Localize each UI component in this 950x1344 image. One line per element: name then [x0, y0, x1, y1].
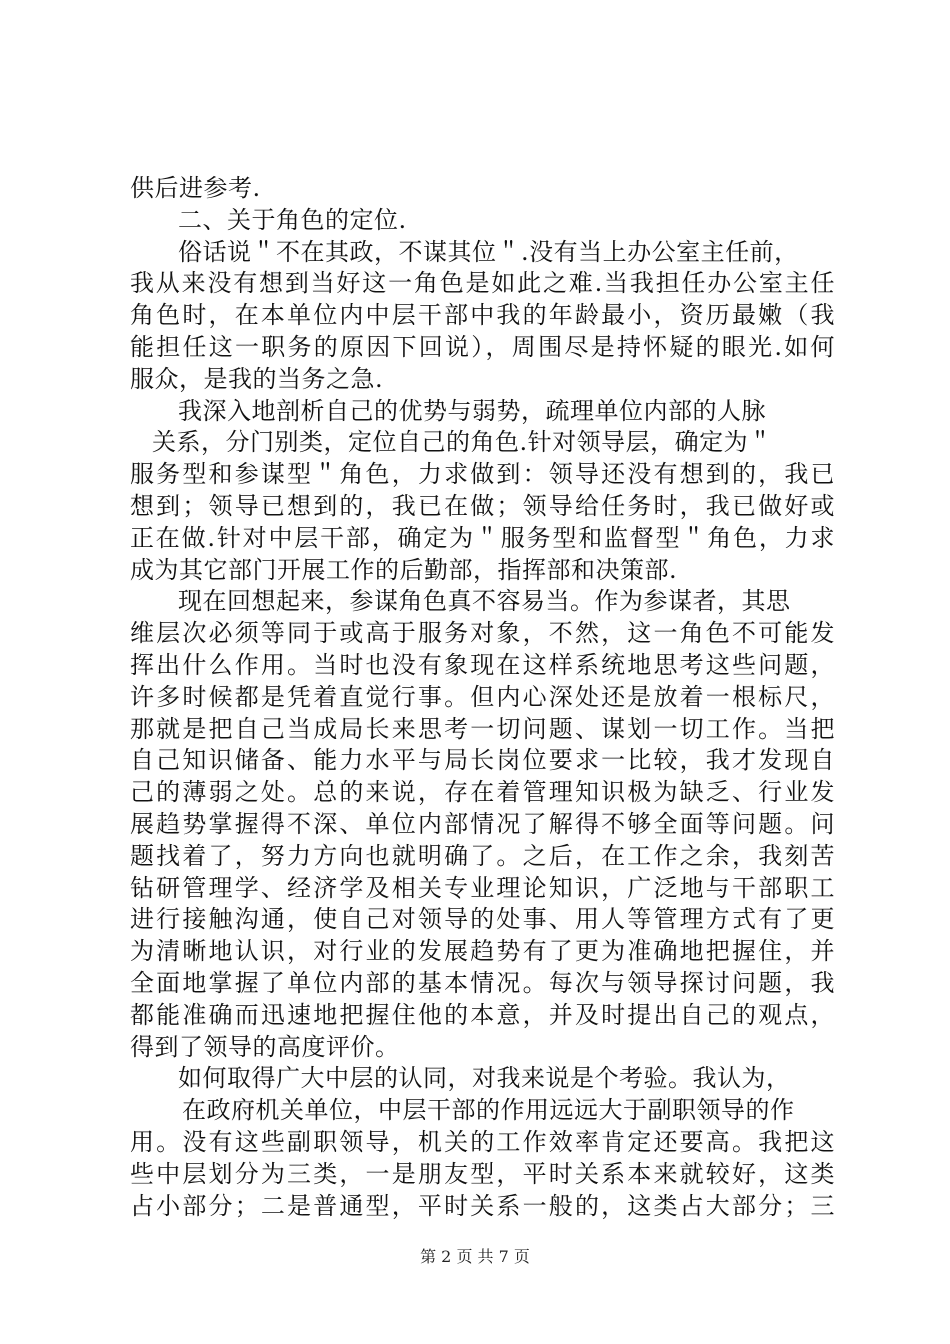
text-line: 想到；领导已想到的，我已在做；领导给任务时，我已做好或 — [130, 491, 835, 520]
text-line: 能担任这一职务的原因下回说），周围尽是持怀疑的眼光.如何 — [130, 332, 835, 361]
text-line: 如何取得广大中层的认同，对我来说是个考验。我认为， — [178, 1064, 791, 1093]
text-line: 我从来没有想到当好这一角色是如此之难.当我担任办公室主任 — [130, 269, 835, 298]
page-number-footer: 第 2 页 共 7 页 — [420, 1247, 530, 1266]
text-line: 钻研管理学、经济学及相关专业理论知识，广泛地与干部职工 — [130, 873, 835, 902]
text-line: 成为其它部门开展工作的后勤部，指挥部和决策部. — [130, 555, 678, 584]
text-line: 维层次必须等同于或高于服务对象，不然，这一角色不可能发 — [130, 619, 835, 648]
text-line: 挥出什么作用。当时也没有象现在这样系统地思考这些问题， — [130, 650, 835, 679]
text-line: 用。没有这些副职领导，机关的工作效率肯定还要高。我把这 — [130, 1127, 835, 1156]
text-line: 我深入地剖析自己的优势与弱势，疏理单位内部的人脉 — [178, 396, 766, 425]
text-line: 许多时候都是凭着直觉行事。但内心深处还是放着一根标尺， — [130, 682, 835, 711]
text-line: 得到了领导的高度评价。 — [130, 1032, 400, 1061]
text-line: 题找着了，努力方向也就明确了。之后，在工作之余，我刻苦 — [130, 841, 835, 870]
text-line: 俗话说＂不在其政，不谋其位＂.没有当上办公室主任前， — [178, 237, 799, 266]
text-line: 进行接触沟通，使自己对领导的处事、用人等管理方式有了更 — [130, 905, 835, 934]
text-line: 展趋势掌握得不深、单位内部情况了解得不够全面等问题。问 — [130, 809, 835, 838]
text-line: 服务型和参谋型＂角色，力求做到：领导还没有想到的，我已 — [130, 460, 835, 489]
text-line: 占小部分；二是普通型，平时关系一般的，这类占大部分；三 — [130, 1191, 835, 1220]
text-line: 为清晰地认识，对行业的发展趋势有了更为准确地把握住，并 — [130, 937, 835, 966]
text-line: 服众，是我的当务之急. — [130, 364, 384, 393]
text-line: 都能准确而迅速地把握住他的本意，并及时提出自己的观点， — [130, 1000, 835, 1029]
text-line: 正在做.针对中层干部，确定为＂服务型和监督型＂角色，力求 — [130, 523, 835, 552]
section-heading: 二、关于角色的定位. — [178, 205, 407, 234]
document-body — [130, 173, 835, 1222]
text-line: 关系，分门别类，定位自己的角色.针对领导层，确定为＂ — [152, 428, 773, 457]
text-line: 些中层划分为三类，一是朋友型，平时关系本来就较好，这类 — [130, 1159, 835, 1188]
text-line: 现在回想起来，参谋角色真不容易当。作为参谋者，其思 — [178, 587, 791, 616]
text-line: 己的薄弱之处。总的来说，存在着管理知识极为缺乏、行业发 — [130, 778, 835, 807]
text-line: 自己知识储备、能力水平与局长岗位要求一比较，我才发现自 — [130, 746, 835, 775]
text-line: 在政府机关单位，中层干部的作用远远大于副职领导的作 — [182, 1096, 795, 1125]
text-line: 角色时，在本单位内中层干部中我的年龄最小，资历最嫩（我 — [130, 301, 835, 330]
text-line: 那就是把自己当成局长来思考一切问题、谋划一切工作。当把 — [130, 714, 835, 743]
text-line: 供后进参考. — [130, 174, 261, 202]
text-line: 全面地掌握了单位内部的基本情况。每次与领导探讨问题，我 — [130, 968, 835, 997]
